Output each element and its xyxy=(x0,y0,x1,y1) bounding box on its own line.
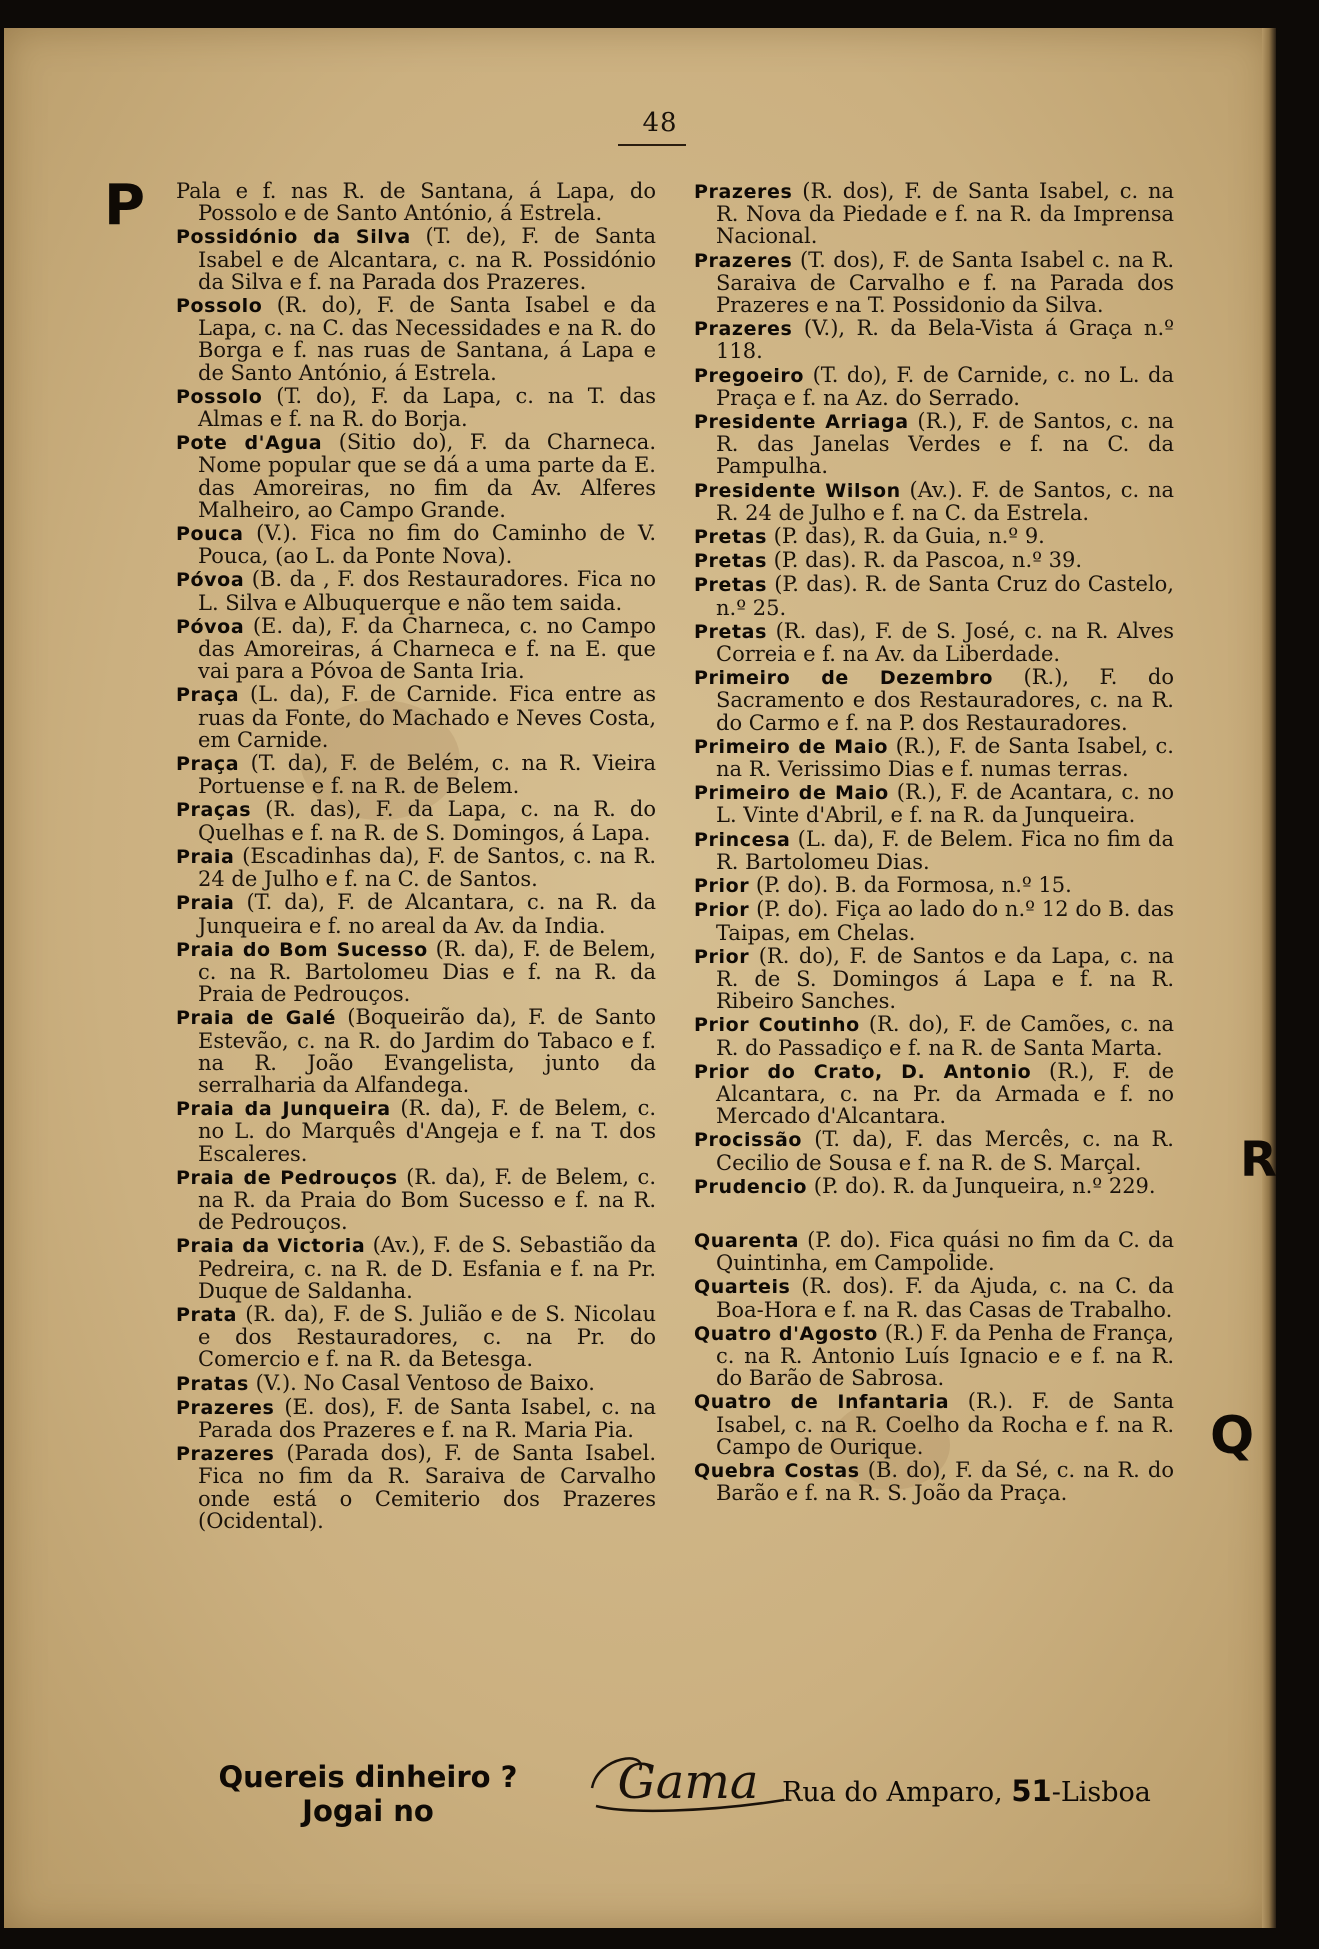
entry-headword: Quatro de Infantaria xyxy=(694,1391,950,1414)
entry-headword: Pratas xyxy=(176,1372,249,1395)
directory-entry xyxy=(176,1234,656,1302)
entry-text: (P. do). R. da Junqueira, n.º 229. xyxy=(807,1173,1156,1198)
directory-entry xyxy=(176,431,656,521)
entry-headword: Prazeres xyxy=(694,249,793,272)
gama-logo xyxy=(588,1748,788,1818)
entry-headword: Prior do Crato, D. Antonio xyxy=(694,1060,1032,1083)
entry-text: (R.), F. de Santa Isabel, c. na R. Verissimo Dias e f. numas terras. xyxy=(716,733,1174,782)
entry-headword: Pote d'Agua xyxy=(176,432,323,455)
directory-entry xyxy=(176,891,656,936)
directory-entry xyxy=(176,845,656,890)
entry-text: (B. da , F. dos Restauradores. Fica no L. Silva e Albuquerque e não tem saida. xyxy=(198,567,656,615)
entry-headword: Praia xyxy=(176,892,235,915)
entry-headword: Pouca xyxy=(176,523,244,546)
entry-headword: Quarenta xyxy=(694,1229,799,1252)
directory-entry xyxy=(694,364,1174,409)
entry-text: (T. da), F. das Mercês, c. na R. Cecilio de Sousa e f. na R. de S. Marçal. xyxy=(716,1127,1174,1175)
entry-text: (L. da), F. de Belem. Fica no fim da R. Bartolomeu Dias. xyxy=(716,826,1174,874)
entry-text: (R. dos), F. de Santa Isabel, c. na R. Nova da Piedade e f. na R. da Imprensa Nacional. xyxy=(716,179,1174,249)
entry-text: (R.) F. da Penha de França, c. na R. Antonio Luís Ignacio e e f. na R. do Barão de Sabrosa. xyxy=(716,1320,1175,1391)
entry-headword: Praia de Pedrouços xyxy=(176,1166,398,1189)
entry-headword: Princesa xyxy=(694,828,791,851)
entry-text: (R. da), F. de Belem, c. no L. do Marquês d'Angeja e f. na T. dos Escaleres. xyxy=(198,1096,656,1166)
entry-headword: Praça xyxy=(176,684,240,707)
ad-address-number: 51 xyxy=(1011,1774,1052,1808)
directory-entry xyxy=(694,180,1174,248)
entry-headword: Pretas xyxy=(694,574,767,597)
directory-entry xyxy=(694,317,1174,362)
entry-text: (Parada dos), F. de Santa Isabel. Fica no fim da R. Saraiva de Carvalho onde está o Cemiterio dos Prazeres (Ocidental). xyxy=(198,1441,656,1533)
entry-text: (R. do), F. de Camões, c. na R. do Passadiço e f. na R. de Santa Marta. xyxy=(716,1012,1174,1060)
entry-text: (R.). F. de Santa Isabel, c. na R. Coelho da Rocha e f. na R. Campo de Ourique. xyxy=(716,1389,1174,1459)
entry-text: (T. da), F. de Alcantara, c. na R. da Junqueira e f. no areal da Av. da India. xyxy=(198,890,656,938)
entry-headword: Primeiro de Maio xyxy=(694,782,889,805)
section-gap xyxy=(694,1199,1174,1229)
entry-headword: Quatro d'Agosto xyxy=(694,1322,878,1345)
directory-entry xyxy=(694,1013,1174,1058)
entry-text: (B. do), F. da Sé, c. na R. do Barão e f. na R. S. João da Praça. xyxy=(716,1457,1174,1506)
ad-slogan-line1: Quereis dinheiro ? xyxy=(218,1760,518,1794)
entry-headword: Procissão xyxy=(694,1129,803,1152)
entry-text: (P. das). R. da Pascoa, n.º 39. xyxy=(767,548,1083,573)
directory-entry xyxy=(694,1275,1174,1320)
directory-entry xyxy=(694,1390,1174,1458)
entry-text: (T. do), F. de Carnide, c. no L. da Praça e f. na Az. do Serrado. xyxy=(716,362,1174,410)
directory-entry xyxy=(694,549,1174,572)
entry-headword: Prazeres xyxy=(176,1443,275,1466)
entry-headword: Quarteis xyxy=(694,1276,791,1299)
directory-entry xyxy=(176,1166,656,1234)
entry-text: (P. do). B. da Formosa, n.º 15. xyxy=(749,873,1072,898)
directory-entry xyxy=(694,525,1174,548)
entry-text: (R. do), F. de Santa Isabel e da Lapa, c. na C. das Necessidades e na R. do Borga e f. nas ruas de Santana, á Lapa e de Santo António, á Estrela. xyxy=(198,293,656,385)
entry-headword: Presidente Arriaga xyxy=(694,411,909,434)
entry-text: (R.), F. de Santos, c. na R. das Janelas Verdes e f. na C. da Pampulha. xyxy=(716,409,1174,479)
entry-text: (V.). No Casal Ventoso de Baixo. xyxy=(248,1370,595,1395)
entry-headword: Possolo xyxy=(176,385,263,408)
directory-entry xyxy=(176,568,656,613)
directory-entry xyxy=(176,1396,656,1441)
entry-text: (P. das), R. da Guia, n.º 9. xyxy=(767,524,1045,549)
left-column xyxy=(176,180,656,1533)
page-number-rule xyxy=(618,144,686,146)
directory-entry xyxy=(694,479,1174,524)
entry-text: (Boqueirão da), F. de Santo Estevão, c. na R. do Jardim do Tabaco e f. na R. João Evangelista, junto da serralharia da Alfandega. xyxy=(198,1005,656,1097)
directory-entry xyxy=(694,573,1174,618)
entry-headword: Possolo xyxy=(176,295,263,318)
directory-entry xyxy=(176,752,656,797)
directory-entry xyxy=(694,620,1174,665)
directory-entry xyxy=(176,294,656,384)
entry-headword: Póvoa xyxy=(176,615,245,638)
entry-text: (R.), F. de Alcantara, c. na Pr. da Armada e f. no Mercado d'Alcantara. xyxy=(716,1058,1174,1129)
entry-headword: Praia de Galé xyxy=(176,1007,336,1030)
section-letter-left: P xyxy=(104,173,146,238)
entry-headword: Prata xyxy=(176,1303,238,1326)
directory-entry xyxy=(694,781,1174,826)
directory-entry xyxy=(694,945,1174,1013)
advertisement xyxy=(150,1748,1190,1838)
directory-entry xyxy=(176,1097,656,1165)
entry-text: (E. da), F. da Charneca, c. no Campo das Amoreiras, á Charneca e f. na E. que vai para a Póvoa de Santa Iria. xyxy=(198,613,656,684)
entry-headword: Possidónio da Silva xyxy=(176,226,411,249)
entry-text: (R. das), F. da Lapa, c. na R. do Quelhas e f. na R. de S. Domingos, á Lapa. xyxy=(198,797,656,845)
entry-headword: Praia do Bom Sucesso xyxy=(176,938,428,961)
directory-entry xyxy=(694,1060,1174,1128)
entry-headword: Presidente Wilson xyxy=(694,479,901,502)
entry-headword: Prior xyxy=(694,899,750,922)
entry-headword: Prior Coutinho xyxy=(694,1014,860,1037)
directory-entry xyxy=(176,1372,656,1395)
entry-text: Pala e f. nas R. de Santana, á Lapa, do Possolo e de Santo António, á Estrela. xyxy=(176,179,656,226)
entry-text: (T. dos), F. de Santa Isabel c. na R. Saraiva de Carvalho e f. na Parada dos Prazeres e na T. Possidonio da Silva. xyxy=(716,247,1174,318)
directory-entry xyxy=(176,180,656,224)
right-column xyxy=(694,180,1174,1505)
entry-headword: Praça xyxy=(176,753,240,776)
entry-text: (V.). Fica no fim do Caminho de V. Pouca, (ao L. da Ponte Nova). xyxy=(198,521,656,569)
entry-text: (R. da), F. de Belem, c. na R. da Praia do Bom Sucesso e f. na R. de Pedrouços. xyxy=(198,1164,656,1235)
entry-text: (L. da), F. de Carnide. Fica entre as ruas da Fonte, do Machado e Neves Costa, em Carnide. xyxy=(198,682,656,752)
directory-entry xyxy=(176,385,656,430)
entry-headword: Prazeres xyxy=(694,181,793,203)
directory-entry xyxy=(694,735,1174,780)
entry-headword: Praia da Junqueira xyxy=(176,1098,391,1121)
entry-text: (Sitio do), F. da Charneca. Nome popular que se dá a uma parte da E. das Amoreiras, no fim da Av. Alferes Malheiro, ao Campo Grande. xyxy=(198,430,656,522)
ad-address-city: -Lisboa xyxy=(1051,1777,1151,1808)
entry-headword: Pregoeiro xyxy=(694,364,805,387)
entry-headword: Póvoa xyxy=(176,569,245,592)
ad-slogan xyxy=(178,1760,558,1828)
entry-headword: Prior xyxy=(694,875,750,898)
directory-entry xyxy=(176,1442,656,1532)
entry-headword: Quebra Costas xyxy=(694,1459,860,1482)
directory-entry xyxy=(694,666,1174,734)
entry-headword: Primeiro de Maio xyxy=(694,735,888,758)
ad-slogan-line2: Jogai no xyxy=(302,1794,434,1828)
entry-headword: Pretas xyxy=(694,550,767,573)
directory-entry xyxy=(176,522,656,567)
entry-text: (R. do), F. de Santos e da Lapa, c. na R. de S. Domingos á Lapa e f. na R. Ribeiro Sanches. xyxy=(716,943,1174,1014)
entry-text: (T. da), F. de Belém, c. na R. Vieira Portuense e f. na R. de Belem. xyxy=(198,751,656,799)
directory-entry xyxy=(176,1006,656,1096)
gama-logo-text: Gama xyxy=(617,1754,759,1810)
directory-entry xyxy=(694,1175,1174,1198)
directory-entry xyxy=(694,410,1174,478)
entry-text: (T. de), F. de Santa Isabel e de Alcantara, c. na R. Possidónio da Silva e f. na Parada dos Prazeres. xyxy=(198,224,657,294)
directory-entry xyxy=(694,828,1174,873)
entry-headword: Praia xyxy=(176,845,235,868)
directory-entry xyxy=(176,225,656,293)
directory-entry xyxy=(176,615,656,683)
entry-text: (T. do), F. da Lapa, c. na T. das Almas e f. na R. do Borja. xyxy=(198,383,656,432)
entry-headword: Prudencio xyxy=(694,1175,808,1198)
directory-entry xyxy=(694,1459,1174,1504)
directory-entry xyxy=(176,938,656,1006)
entry-text: (P. das). R. de Santa Cruz do Castelo, n.º 25. xyxy=(716,572,1174,620)
directory-entry xyxy=(176,798,656,843)
directory-entry xyxy=(694,874,1174,897)
directory-entry xyxy=(694,249,1174,317)
entry-headword: Pretas xyxy=(694,620,767,643)
entry-headword: Pretas xyxy=(694,526,767,549)
entry-text: (R. da), F. de S. Julião e de S. Nicolau e dos Restauradores, c. na Pr. do Comercio e f. na R. da Betesga. xyxy=(198,1301,656,1372)
entry-text: (Escadinhas da), F. de Santos, c. na R. 24 de Julho e f. na C. de Santos. xyxy=(198,843,656,892)
entry-text: (R. da), F. de Belem, c. na R. Bartolomeu Dias e f. na R. da Praia de Pedrouços. xyxy=(198,936,657,1007)
entry-text: (R.), F. de Acantara, c. no L. Vinte d'Abril, e f. na R. da Junqueira. xyxy=(716,780,1174,828)
entry-text: (R. dos). F. da Ajuda, c. na C. da Boa-Hora e f. na R. das Casas de Trabalho. xyxy=(716,1274,1174,1322)
entry-headword: Prior xyxy=(694,945,750,968)
entry-headword: Praia da Victoria xyxy=(176,1235,366,1258)
page-fold-shadow xyxy=(1262,28,1276,1928)
entry-headword: Prazeres xyxy=(176,1396,275,1419)
entry-text: (Av.), F. de S. Sebastião da Pedreira, c. na R. de D. Esfania e f. na Pr. Duque de Saldanha. xyxy=(198,1233,657,1303)
directory-entry xyxy=(176,683,656,751)
entry-text: (P. do). Fica quási no fim da C. da Quintinha, em Campolide. xyxy=(716,1227,1174,1276)
directory-entry xyxy=(694,1322,1174,1390)
section-letter-right-top: R xyxy=(1240,1132,1277,1188)
entry-text: (V.), R. da Bela-Vista á Graça n.º 118. xyxy=(716,316,1174,364)
entry-headword: Prazeres xyxy=(694,318,793,341)
directory-entry xyxy=(176,1303,656,1371)
ad-address xyxy=(782,1774,1151,1808)
entry-text: (R.), F. do Sacramento e dos Restauradores, c. na R. do Carmo e f. na P. dos Restauradores. xyxy=(716,665,1174,735)
directory-entry xyxy=(694,1128,1174,1173)
entry-headword: Primeiro de Dezembro xyxy=(694,667,994,690)
entry-text: (Av.). F. de Santos, c. na R. 24 de Julho e f. na C. da Estrela. xyxy=(716,477,1174,525)
directory-entry xyxy=(694,1229,1174,1274)
entry-text: (E. dos), F. de Santa Isabel, c. na Parada dos Prazeres e f. na R. Maria Pia. xyxy=(198,1394,656,1442)
entry-text: (P. do). Fiça ao lado do n.º 12 do B. das Taipas, em Chelas. xyxy=(716,897,1174,945)
entry-headword: Praças xyxy=(176,799,252,822)
page-number: 48 xyxy=(642,108,678,138)
directory-entry xyxy=(694,898,1174,943)
entry-text: (R. das), F. de S. José, c. na R. Alves Correia e f. na Av. da Liberdade. xyxy=(716,618,1174,667)
ad-address-street: Rua do Amparo, xyxy=(782,1777,1012,1808)
section-letter-right-bottom: Q xyxy=(1210,1406,1255,1466)
